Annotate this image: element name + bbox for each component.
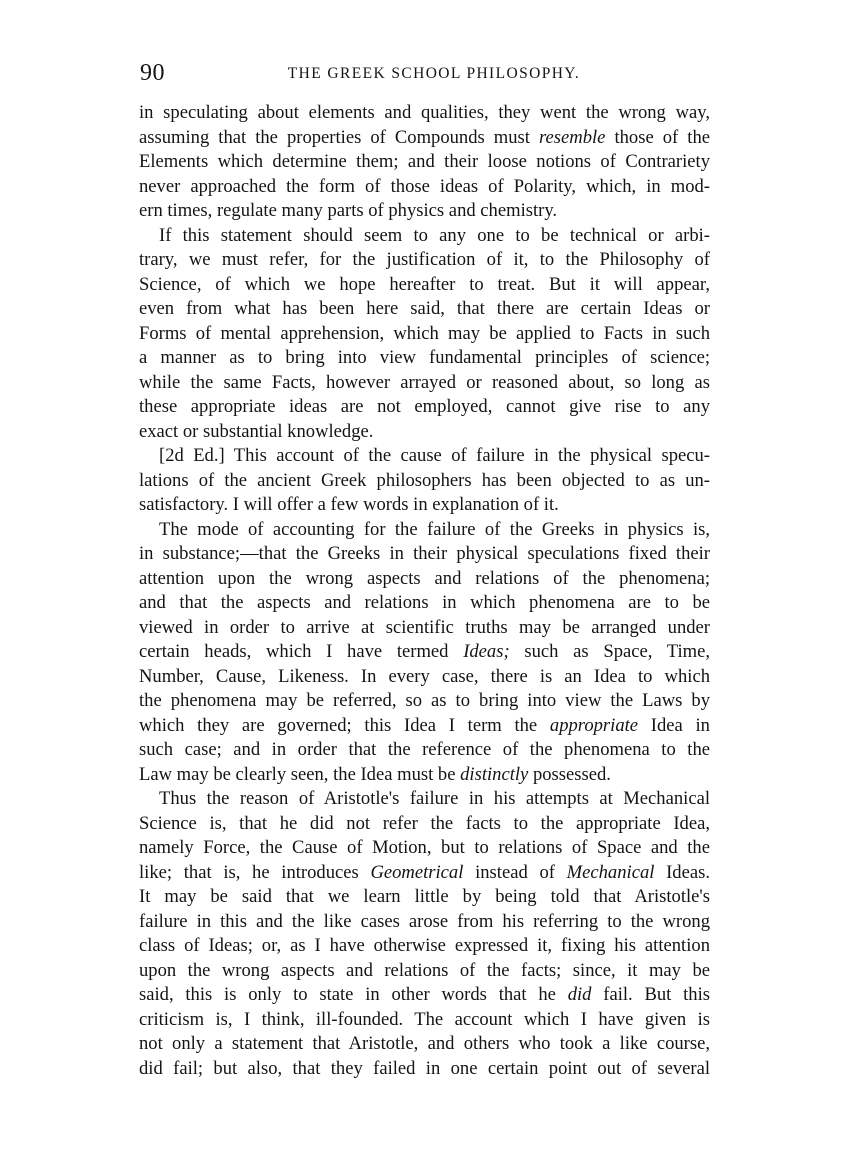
paragraph [139, 224, 710, 445]
paragraph [139, 518, 710, 788]
running-title: THE GREEK SCHOOL PHILOSOPHY. [287, 65, 581, 82]
text-line: certain heads, which I have termed Ideas; such as Space, Time, [139, 641, 711, 662]
paragraph [139, 787, 710, 1081]
text-line: failure in this and the like cases arose from his referring to the wrong [139, 910, 710, 932]
text-line: in substance;—that the Greeks in their physical speculations fixed their [139, 543, 710, 564]
page-header [140, 58, 710, 88]
text-line: It may be said that we learn little by being told that Aristotle's [139, 886, 710, 907]
text-line: viewed in order to arrive at scientific truths may be arranged under [139, 616, 710, 638]
text-line: assuming that the properties of Compounds must resemble those of the [139, 126, 710, 148]
text-line: said, this is only to state in other words that he did fail. But this [139, 984, 710, 1005]
text-line: class of Ideas; or, as I have otherwise expressed it, fixing his attention [139, 935, 710, 956]
text-line: did fail; but also, that they failed in one certain point out of several [139, 1057, 710, 1079]
text-line: such case; and in order that the reference of the phenomena to the [139, 739, 710, 760]
text-line: Thus the reason of Aristotle's failure in his attempts at Mechanical [159, 788, 710, 809]
page-number: 90 [140, 60, 165, 86]
text-line: namely Force, the Cause of Motion, but to relations of Space and the [139, 837, 710, 858]
text-line: [2d Ed.] This account of the cause of failure in the physical specu- [159, 445, 710, 466]
text-line: The mode of accounting for the failure of the Greeks in physics is, [159, 518, 710, 540]
text-line: a manner as to bring into view fundamental principles of science; [139, 347, 710, 368]
text-line: and that the aspects and relations in which phenomena are to be [139, 592, 710, 613]
text-line: attention upon the wrong aspects and relations of the phenomena; [139, 567, 710, 589]
text-line: Science, of which we hope hereafter to treat. But it will appear, [139, 273, 710, 295]
text-line: satisfactory. I will offer a few words in explanation of it. [139, 494, 559, 515]
text-line: If this statement should seem to any one to be technical or arbi- [159, 224, 710, 246]
text-line: criticism is, I think, ill-founded. The account which I have given is [139, 1008, 710, 1030]
text-line: the phenomena may be referred, so as to bring into view the Laws by [139, 690, 710, 711]
paragraph [139, 444, 710, 518]
paragraph [139, 101, 710, 224]
text-line: these appropriate ideas are not employed, cannot give rise to any [139, 396, 710, 417]
text-line: upon the wrong aspects and relations of the facts; since, it may be [139, 959, 710, 981]
text-line: which they are governed; this Idea I term the appropriate Idea in [139, 714, 710, 736]
text-line: trary, we must refer, for the justification of it, to the Philosophy of [139, 249, 710, 270]
text-line: while the same Facts, however arrayed or reasoned about, so long as [139, 371, 710, 393]
text-line: Forms of mental apprehension, which may be applied to Facts in such [139, 322, 710, 344]
text-line: even from what has been here said, that there are certain Ideas or [139, 298, 710, 319]
text-line: Elements which determine them; and their loose notions of Contrariety [139, 151, 710, 172]
text-line: Number, Cause, Likeness. In every case, there is an Idea to which [139, 665, 710, 687]
text-line: never approached the form of those ideas of Polarity, which, in mod- [139, 175, 710, 197]
text-line: not only a statement that Aristotle, and others who took a like course, [139, 1033, 710, 1054]
text-line: Law may be clearly seen, the Idea must be distinctly possessed. [139, 763, 611, 785]
text-line: like; that is, he introduces Geometrical instead of Mechanical Ideas. [139, 861, 710, 883]
text-line: lations of the ancient Greek philosophers has been objected to as un- [139, 469, 710, 491]
text-line: exact or substantial knowledge. [139, 420, 374, 442]
text-line: Science is, that he did not refer the facts to the appropriate Idea, [139, 812, 710, 834]
body-text [139, 101, 710, 1081]
text-line: ern times, regulate many parts of physics and chemistry. [139, 200, 558, 221]
text-line: in speculating about elements and qualities, they went the wrong way, [139, 102, 710, 123]
